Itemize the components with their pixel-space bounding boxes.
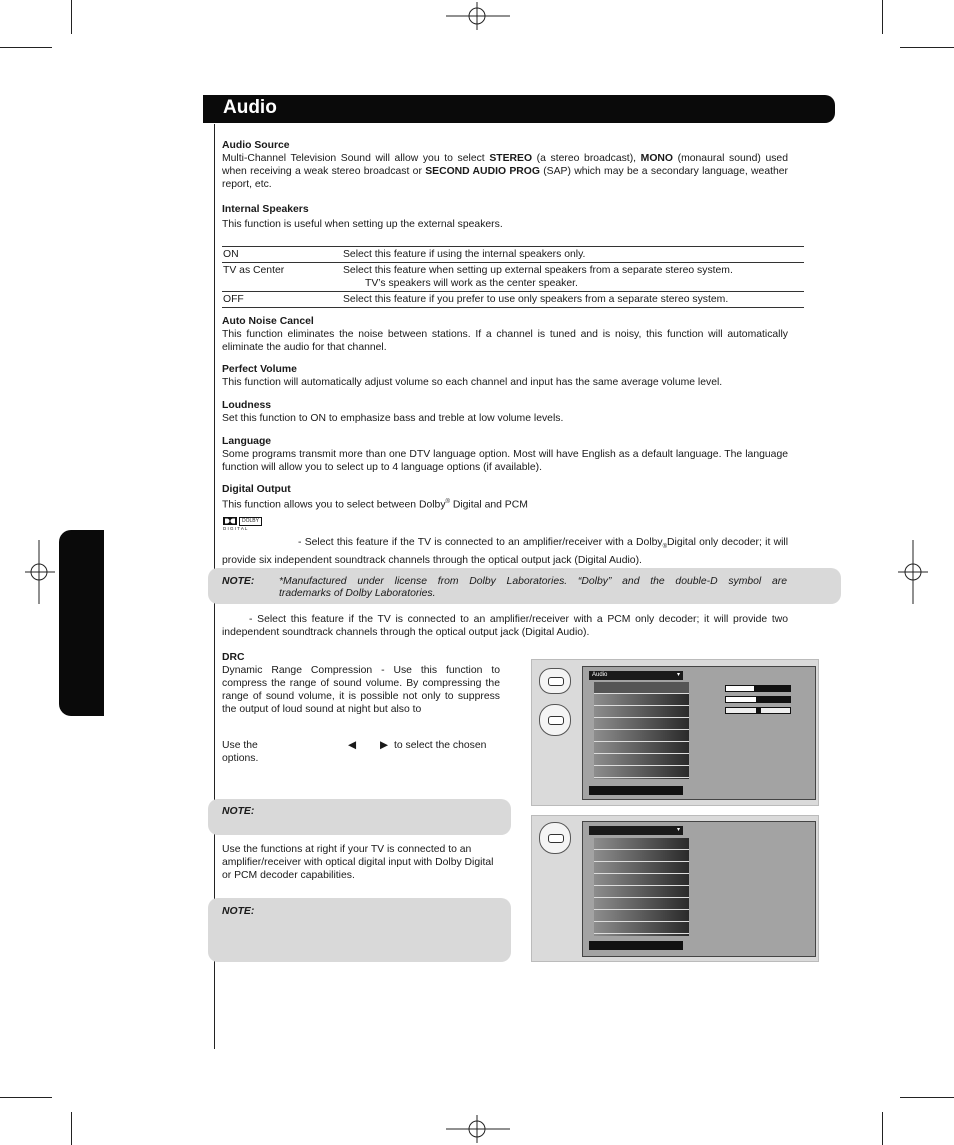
osd-menu-item — [594, 898, 689, 910]
right-arrow-icon: ▶ — [380, 740, 388, 751]
note-text: trademarks of Dolby Laboratories. — [279, 588, 436, 599]
osd-menu-item — [594, 850, 689, 862]
speaker-options-table — [222, 246, 804, 308]
osd-illustration-audio-menu — [531, 659, 819, 806]
osd-menu-item — [594, 730, 689, 742]
perfect-volume-heading: Perfect Volume — [222, 364, 297, 375]
optical-output-body: Use the functions at right if your TV is connected to an amplifier/receiver with optical digital input with Dolby Digital or PCM decoder capabilities. — [222, 844, 494, 881]
option-description: Select this feature when setting up external speakers from a separate stereo system. TV’s speakers will work as the center speaker. — [342, 263, 804, 292]
osd-menu-item — [594, 694, 689, 706]
remote-menu-button-icon — [539, 668, 571, 694]
note-label: NOTE: — [222, 906, 255, 917]
internal-speakers-body: This function is useful when setting up the external speakers. — [222, 219, 503, 230]
note-label: NOTE: — [222, 576, 255, 587]
option-name: ON — [222, 247, 342, 263]
sap-option: SECOND AUDIO PROG — [425, 166, 540, 177]
dolby-digital-logo: DOLBY D I G I T A L — [223, 517, 267, 531]
language-body: Some programs transmit more than one DTV language option. Most will have English as a default language. The language function will allow you to select up to 4 language options (if available). — [222, 449, 788, 473]
option-name: OFF — [222, 292, 342, 308]
option-description: Select this feature if you prefer to use only speakers from a separate stereo system. — [342, 292, 804, 308]
osd-menu-title: Audio ▾ — [589, 671, 683, 680]
registration-mark-right — [898, 540, 928, 604]
osd-menu-list — [594, 838, 689, 936]
remote-navigation-pad-icon — [539, 822, 571, 854]
note-label: NOTE: — [222, 806, 255, 817]
registration-mark-left — [25, 540, 55, 604]
crop-mark — [0, 47, 52, 48]
osd-footer-bar — [589, 941, 683, 950]
left-arrow-icon: ◀ — [348, 740, 356, 751]
osd-menu-item — [594, 922, 689, 934]
audio-source-body: Multi-Channel Television Sound will allow you to select STEREO (a stereo broadcast), MONO (monaural sound) used when receiving a weak stereo broadcast or SECOND AUDIO PROG (SAP) which may be a secondary language, weather report, etc. — [222, 153, 788, 190]
table-row — [222, 247, 804, 263]
option-description: Select this feature if using the internal speakers only. — [342, 247, 804, 263]
osd-menu-item — [594, 742, 689, 754]
osd-menu-list — [594, 682, 689, 779]
table-row — [222, 292, 804, 308]
drc-note — [208, 799, 511, 835]
osd-slider — [725, 696, 791, 703]
page-title: Audio — [223, 97, 277, 118]
audio-source-heading: Audio Source — [222, 140, 290, 151]
option-name: TV as Center — [222, 263, 342, 292]
digital-output-body: This function allows you to select between Dolby® Digital and PCM — [222, 499, 528, 511]
osd-menu-item — [594, 910, 689, 922]
osd-menu-item — [594, 838, 689, 850]
osd-menu-title: ▾ — [589, 826, 683, 835]
auto-noise-cancel-heading: Auto Noise Cancel — [222, 316, 314, 327]
drc-usage: Use the ◀ ▶ to select the chosen options. — [222, 740, 487, 764]
crop-mark — [71, 0, 72, 34]
auto-noise-cancel-body: This function eliminates the noise between stations. If a channel is tuned and is noisy, this function will automatically eliminate the audio for that channel. — [222, 329, 788, 353]
stereo-option: STEREO — [489, 153, 533, 164]
crop-mark — [882, 0, 883, 34]
section-tab — [59, 530, 104, 716]
drc-heading: DRC — [222, 652, 245, 663]
dolby-license-note — [208, 568, 841, 604]
registration-mark-bottom — [446, 1115, 510, 1143]
loudness-body: Set this function to ON to emphasize bass and treble at low volume levels. — [222, 413, 564, 424]
tv-screen — [582, 821, 816, 957]
osd-slider — [725, 685, 791, 692]
table-row — [222, 263, 804, 292]
crop-mark — [900, 47, 954, 48]
digital-output-heading: Digital Output — [222, 484, 291, 495]
osd-menu-item — [594, 862, 689, 874]
remote-navigation-pad-icon — [539, 704, 571, 736]
crop-mark — [71, 1112, 72, 1145]
page-title-bar — [203, 95, 835, 123]
osd-menu-item — [594, 718, 689, 730]
registration-mark-top — [446, 2, 510, 30]
crop-mark — [0, 1097, 52, 1098]
note-text: *Manufactured under license from Dolby Laboratories. “Dolby” and the double-D symbol are — [279, 576, 787, 587]
optical-note — [208, 898, 511, 962]
tv-screen — [582, 666, 816, 800]
osd-menu-item — [594, 682, 689, 694]
drc-body: Dynamic Range Compression - Use this function to compress the range of sound volume. By compressing the range of sound volume, it is possible not only to suppress the output of loud sound at night but also to — [222, 665, 500, 715]
osd-menu-item — [594, 754, 689, 766]
pcm-description: - Select this feature if the TV is connected to an amplifier/receiver with a PCM only decoder; it will provide two independent soundtrack channels through the optical output jack (Digital Audio). — [222, 614, 788, 638]
perfect-volume-body: This function will automatically adjust volume so each channel and input has the same average volume level. — [222, 377, 723, 388]
crop-mark — [900, 1097, 954, 1098]
mono-option: MONO — [640, 153, 673, 164]
crop-mark — [882, 1112, 883, 1145]
osd-menu-item — [594, 766, 689, 778]
osd-illustration-audio-menu-scrolled — [531, 815, 819, 962]
internal-speakers-heading: Internal Speakers — [222, 204, 309, 215]
osd-footer-bar — [589, 786, 683, 795]
dolby-digital-description: - Select this feature if the TV is connected to an amplifier/receiver with a Dolby$_®$Digital only decoder; it will provide six independent soundtrack channels through the optical output jack (Digital Audio). — [222, 537, 789, 567]
osd-menu-item — [594, 886, 689, 898]
osd-slider — [725, 707, 791, 714]
osd-menu-item — [594, 874, 689, 886]
loudness-heading: Loudness — [222, 400, 272, 411]
language-heading: Language — [222, 436, 272, 447]
osd-menu-item — [594, 706, 689, 718]
